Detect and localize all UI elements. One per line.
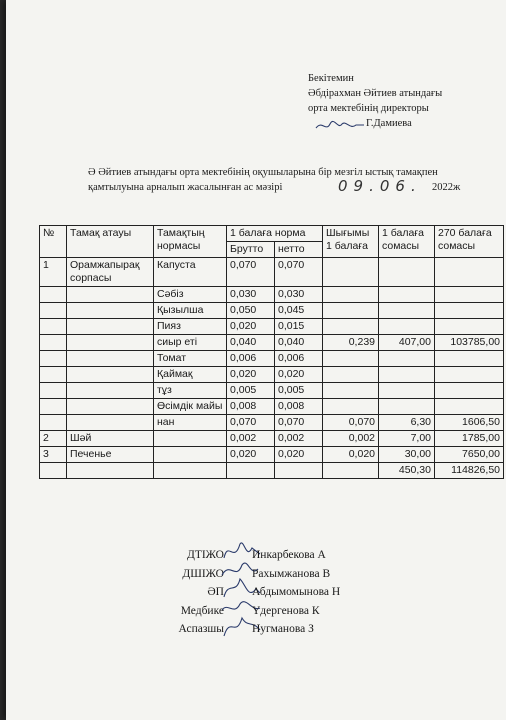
table-cell-dish: Шәй bbox=[67, 431, 154, 447]
table-cell-sum-one: 30,00 bbox=[379, 447, 435, 463]
table-row bbox=[40, 319, 504, 335]
table-cell-brutto: 0,020 bbox=[227, 319, 275, 335]
table-cell-expense bbox=[323, 463, 379, 479]
table-row bbox=[40, 463, 504, 479]
table-header-row bbox=[40, 226, 504, 242]
table-cell-netto: 0,015 bbox=[275, 319, 323, 335]
table-cell-no: 1 bbox=[40, 258, 67, 287]
table-cell-sum-one bbox=[379, 319, 435, 335]
table-cell-product bbox=[154, 447, 227, 463]
table-cell-product: тұз bbox=[154, 383, 227, 399]
table-cell-sum-270: 114826,50 bbox=[435, 463, 504, 479]
table-cell-product: Томат bbox=[154, 351, 227, 367]
table-cell-brutto: 0,020 bbox=[227, 367, 275, 383]
table-cell-sum-270 bbox=[435, 399, 504, 415]
table-cell-netto: 0,045 bbox=[275, 303, 323, 319]
table-cell-netto: 0,040 bbox=[275, 335, 323, 351]
col-expense: Шығымы 1 балаға bbox=[323, 226, 379, 258]
table-cell-sum-one bbox=[379, 287, 435, 303]
table-cell-dish: Печенье bbox=[67, 447, 154, 463]
table-cell-netto: 0,030 bbox=[275, 287, 323, 303]
table-cell-netto: 0,020 bbox=[275, 447, 323, 463]
table-cell-expense bbox=[323, 319, 379, 335]
table-cell-sum-one: 450,30 bbox=[379, 463, 435, 479]
table-cell-sum-one bbox=[379, 399, 435, 415]
table-cell-netto: 0,020 bbox=[275, 367, 323, 383]
table-cell-expense bbox=[323, 383, 379, 399]
table-cell-sum-one bbox=[379, 303, 435, 319]
table-cell-sum-270 bbox=[435, 319, 504, 335]
table-cell-dish bbox=[67, 287, 154, 303]
table-row bbox=[40, 383, 504, 399]
table-cell-brutto: 0,005 bbox=[227, 383, 275, 399]
table-cell-sum-270 bbox=[435, 383, 504, 399]
table-cell-brutto: 0,008 bbox=[227, 399, 275, 415]
table-cell-dish bbox=[67, 367, 154, 383]
approval-line-2: Әбдірахман Әйтиев атындағы bbox=[308, 88, 443, 99]
table-row bbox=[40, 431, 504, 447]
table-cell-brutto: 0,050 bbox=[227, 303, 275, 319]
title-year: 2022ж bbox=[432, 182, 461, 193]
table-cell-product: сиыр еті bbox=[154, 335, 227, 351]
table-cell-sum-270: 1785,00 bbox=[435, 431, 504, 447]
table-cell-no bbox=[40, 415, 67, 431]
col-norm-per-child: 1 балаға норма bbox=[227, 226, 323, 242]
handwritten-date: 09.06. bbox=[338, 177, 422, 195]
signature-role: ДТІЖО bbox=[186, 549, 224, 561]
document-page bbox=[6, 0, 506, 720]
table-cell-expense: 0,020 bbox=[323, 447, 379, 463]
table-row bbox=[40, 287, 504, 303]
table-cell-dish bbox=[67, 351, 154, 367]
table-cell-brutto: 0,070 bbox=[227, 415, 275, 431]
table-cell-sum-one: 6,30 bbox=[379, 415, 435, 431]
table-cell-sum-270 bbox=[435, 287, 504, 303]
table-cell-sum-270: 103785,00 bbox=[435, 335, 504, 351]
table-cell-expense bbox=[323, 303, 379, 319]
table-cell-no bbox=[40, 335, 67, 351]
signature-role: Медбике bbox=[180, 604, 224, 617]
table-cell-no bbox=[40, 399, 67, 415]
table-cell-sum-one bbox=[379, 383, 435, 399]
table-cell-no: 2 bbox=[40, 431, 67, 447]
table-row bbox=[40, 399, 504, 415]
table-row bbox=[40, 335, 504, 351]
table-cell-dish bbox=[67, 399, 154, 415]
table-cell-sum-one bbox=[379, 351, 435, 367]
table-cell-no bbox=[40, 351, 67, 367]
signature-name: Инкарбекова А bbox=[252, 549, 326, 561]
table-cell-netto bbox=[275, 463, 323, 479]
table-cell-product: нан bbox=[154, 415, 227, 431]
table-cell-sum-270 bbox=[435, 258, 504, 287]
table-cell-expense bbox=[323, 399, 379, 415]
table-row bbox=[40, 447, 504, 463]
table-cell-no bbox=[40, 383, 67, 399]
col-brutto: Брутто bbox=[227, 242, 275, 258]
table-cell-netto: 0,005 bbox=[275, 383, 323, 399]
table-cell-no bbox=[40, 287, 67, 303]
table-cell-dish bbox=[67, 463, 154, 479]
col-no: № bbox=[40, 226, 67, 258]
table-cell-sum-270: 1606,50 bbox=[435, 415, 504, 431]
table-cell-product: Сәбіз bbox=[154, 287, 227, 303]
table-cell-brutto: 0,002 bbox=[227, 431, 275, 447]
table-cell-expense bbox=[323, 351, 379, 367]
table-cell-expense: 0,239 bbox=[323, 335, 379, 351]
table-cell-sum-270: 7650,00 bbox=[435, 447, 504, 463]
title-text: Ә Әйтиев атындағы орта мектебінің оқушыларына бір мезгіл ыстық тамақпен қамтылуына арналып жасалынған ас мәзірі bbox=[88, 167, 438, 193]
table-cell-brutto bbox=[227, 463, 275, 479]
signature-name: Рахымжанова В bbox=[252, 567, 331, 580]
approval-line-4: Г.Дамиева bbox=[366, 118, 412, 129]
table-cell-sum-one: 407,00 bbox=[379, 335, 435, 351]
table-cell-no bbox=[40, 319, 67, 335]
table-cell-netto: 0,008 bbox=[275, 399, 323, 415]
signature-role: ӘП bbox=[207, 586, 224, 598]
signature-role: Аспазшы bbox=[178, 623, 224, 635]
col-netto: нетто bbox=[275, 242, 323, 258]
table-cell-no bbox=[40, 463, 67, 479]
table-cell-dish bbox=[67, 335, 154, 351]
table-cell-brutto: 0,070 bbox=[227, 258, 275, 287]
col-product: Тамақтың нормасы bbox=[154, 226, 227, 258]
approval-line-3: орта мектебінің директоры bbox=[308, 103, 429, 114]
signature-role: ДШІЖО bbox=[182, 567, 224, 580]
table-row bbox=[40, 415, 504, 431]
table-cell-netto: 0,070 bbox=[275, 415, 323, 431]
table-cell-expense bbox=[323, 258, 379, 287]
table-cell-sum-one bbox=[379, 367, 435, 383]
table-cell-brutto: 0,040 bbox=[227, 335, 275, 351]
table-cell-dish: Орамжапырақ сорпасы bbox=[67, 258, 154, 287]
table-cell-expense bbox=[323, 367, 379, 383]
table-row bbox=[40, 351, 504, 367]
table-cell-expense bbox=[323, 287, 379, 303]
signature-name: Үдергенова К bbox=[252, 604, 320, 617]
table-cell-no: 3 bbox=[40, 447, 67, 463]
table-cell-sum-one bbox=[379, 258, 435, 287]
table-cell-dish bbox=[67, 303, 154, 319]
approval-line-1: Бекітемин bbox=[308, 73, 354, 84]
table-cell-product bbox=[154, 463, 227, 479]
table-cell-product: Қаймақ bbox=[154, 367, 227, 383]
table-cell-product bbox=[154, 431, 227, 447]
table-row bbox=[40, 258, 504, 287]
col-sum-one: 1 балаға сомасы bbox=[379, 226, 435, 258]
table-cell-netto: 0,002 bbox=[275, 431, 323, 447]
table-cell-netto: 0,006 bbox=[275, 351, 323, 367]
menu-table bbox=[39, 225, 504, 479]
table-cell-sum-270 bbox=[435, 303, 504, 319]
table-cell-no bbox=[40, 303, 67, 319]
col-sum-270: 270 балаға сомасы bbox=[435, 226, 504, 258]
signature-name: Нугманова З bbox=[252, 623, 314, 635]
table-cell-expense: 0,002 bbox=[323, 431, 379, 447]
table-cell-product: Капуста bbox=[154, 258, 227, 287]
table-cell-sum-270 bbox=[435, 351, 504, 367]
table-cell-product: Қызылша bbox=[154, 303, 227, 319]
table-cell-no bbox=[40, 367, 67, 383]
table-cell-dish bbox=[67, 415, 154, 431]
table-cell-sum-one: 7,00 bbox=[379, 431, 435, 447]
table-row bbox=[40, 303, 504, 319]
director-signature bbox=[314, 118, 366, 134]
table-cell-brutto: 0,020 bbox=[227, 447, 275, 463]
table-cell-dish bbox=[67, 383, 154, 399]
table-cell-expense: 0,070 bbox=[323, 415, 379, 431]
document-title bbox=[88, 165, 488, 195]
table-cell-dish bbox=[67, 319, 154, 335]
table-cell-brutto: 0,006 bbox=[227, 351, 275, 367]
signature-name: Абдымомынова Н bbox=[252, 586, 341, 598]
col-dish: Тамақ атауы bbox=[67, 226, 154, 258]
table-row bbox=[40, 367, 504, 383]
table-cell-brutto: 0,030 bbox=[227, 287, 275, 303]
table-cell-product: Пияз bbox=[154, 319, 227, 335]
table-cell-product: Өсімдік майы bbox=[154, 399, 227, 415]
table-cell-netto: 0,070 bbox=[275, 258, 323, 287]
table-cell-sum-270 bbox=[435, 367, 504, 383]
